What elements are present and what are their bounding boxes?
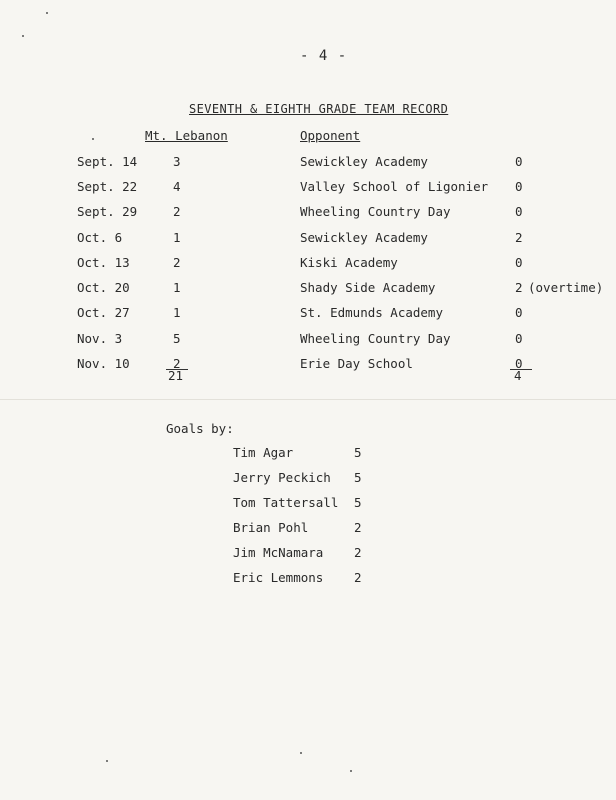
goals-by-label: Goals by: (166, 421, 234, 436)
opponent-name: Valley School of Ligonier (300, 179, 489, 194)
scorer-row (0, 520, 616, 540)
game-date: Sept. 22 (77, 179, 138, 194)
team-score: 2 (173, 255, 181, 270)
game-row (0, 204, 616, 224)
paper-fold-line (0, 399, 616, 400)
opponent-score: 0 (515, 305, 523, 320)
scorer-name: Tim Agar (233, 445, 294, 460)
game-date: Oct. 20 (77, 280, 130, 295)
game-date: Oct. 27 (77, 305, 130, 320)
team-score: 2 (173, 204, 181, 219)
opponent-name: Sewickley Academy (300, 230, 428, 245)
scorer-name: Brian Pohl (233, 520, 309, 535)
page-number: - 4 - (300, 48, 348, 64)
team-score: 1 (173, 280, 181, 295)
team-score: 2 (173, 356, 181, 371)
game-date: Sept. 29 (77, 204, 138, 219)
scorer-row (0, 570, 616, 590)
opponent-name: Shady Side Academy (300, 280, 436, 295)
game-row (0, 255, 616, 275)
paper-speck (22, 35, 24, 37)
game-date: Oct. 6 (77, 230, 123, 245)
game-date: Sept. 14 (77, 154, 138, 169)
game-row (0, 154, 616, 174)
column-header-opponent: Opponent (300, 128, 361, 143)
total-opponent-goals: 4 (514, 368, 522, 383)
scorer-goals: 5 (354, 445, 362, 460)
opponent-name: Erie Day School (300, 356, 413, 371)
scorer-name: Jerry Peckich (233, 470, 331, 485)
scorer-row (0, 445, 616, 465)
opponent-score: 0 (515, 204, 523, 219)
total-team-goals: 21 (168, 368, 184, 383)
game-row (0, 230, 616, 250)
game-row (0, 179, 616, 199)
scorer-row (0, 470, 616, 490)
opponent-name: Kiski Academy (300, 255, 398, 270)
opponent-score: 0 (515, 154, 523, 169)
game-row (0, 280, 616, 300)
game-row (0, 356, 616, 376)
game-date: Nov. 10 (77, 356, 130, 371)
team-score: 1 (173, 305, 181, 320)
opponent-score: 0 (515, 255, 523, 270)
paper-speck (106, 760, 108, 762)
game-note: (overtime) (528, 280, 604, 295)
team-score: 3 (173, 154, 181, 169)
paper-speck (46, 12, 48, 14)
opponent-name: Wheeling Country Day (300, 204, 451, 219)
scorer-goals: 5 (354, 470, 362, 485)
page-title: SEVENTH & EIGHTH GRADE TEAM RECORD (189, 102, 449, 116)
game-date: Oct. 13 (77, 255, 130, 270)
opponent-name: Wheeling Country Day (300, 331, 451, 346)
team-score: 5 (173, 331, 181, 346)
paper-speck (300, 752, 302, 754)
column-header-team: Mt. Lebanon (145, 128, 228, 143)
opponent-name: Sewickley Academy (300, 154, 428, 169)
scorer-row (0, 495, 616, 515)
opponent-score: 0 (515, 356, 523, 371)
scorer-goals: 2 (354, 520, 362, 535)
game-date: Nov. 3 (77, 331, 123, 346)
scorer-name: Jim McNamara (233, 545, 324, 560)
scorer-goals: 2 (354, 545, 362, 560)
opponent-score: 0 (515, 179, 523, 194)
scorer-goals: 2 (354, 570, 362, 585)
team-score: 1 (173, 230, 181, 245)
paper-speck (350, 770, 352, 772)
opponent-score: 0 (515, 331, 523, 346)
team-score: 4 (173, 179, 181, 194)
opponent-score: 2 (515, 230, 523, 245)
opponent-score: 2 (515, 280, 523, 295)
scorer-goals: 5 (354, 495, 362, 510)
paper-speck (92, 138, 94, 140)
opponent-name: St. Edmunds Academy (300, 305, 443, 320)
scorer-row (0, 545, 616, 565)
scorer-name: Eric Lemmons (233, 570, 324, 585)
game-row (0, 331, 616, 351)
scorer-name: Tom Tattersall (233, 495, 339, 510)
game-row (0, 305, 616, 325)
